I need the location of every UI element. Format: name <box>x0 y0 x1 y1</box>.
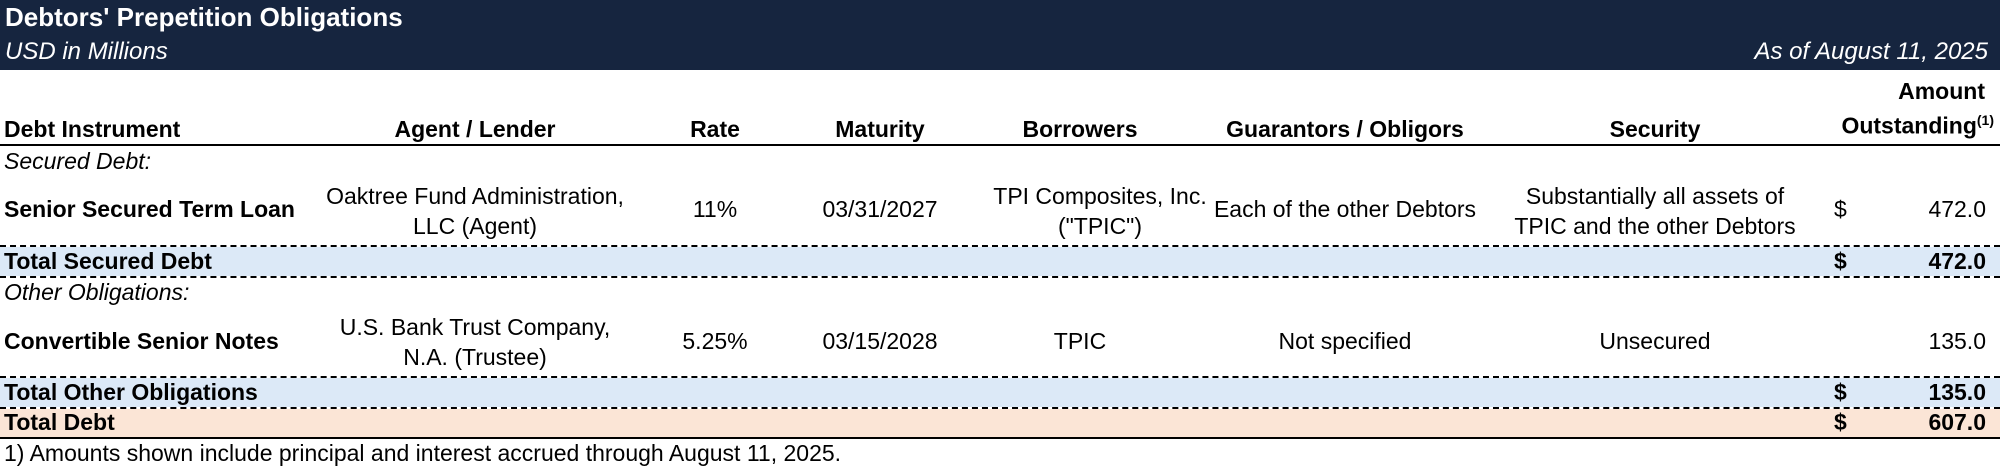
total-other-label: Total Other Obligations <box>4 379 258 405</box>
amount-cell: 135.0 <box>1928 328 1986 354</box>
section-other-label: Other Obligations: <box>4 279 190 305</box>
instrument-cell: Convertible Senior Notes <box>4 328 279 354</box>
currency-symbol: $ <box>1834 409 1847 435</box>
footnote: 1) Amounts shown include principal and interest accrued through August 11, 2025. <box>4 440 842 466</box>
security-cell: Unsecured <box>1599 328 1711 354</box>
total-other-amount: 135.0 <box>1928 379 1986 405</box>
as-of-date: As of August 11, 2025 <box>1754 38 1988 65</box>
borrowers-cell: TPIC <box>1053 328 1107 354</box>
col-header-borrowers: Borrowers <box>1022 116 1138 142</box>
amount-cell: 472.0 <box>1928 196 1986 222</box>
footnote-marker: (1) <box>1976 112 1994 128</box>
maturity-cell: 03/15/2028 <box>822 328 938 354</box>
col-header-amount-line1: Amount <box>1898 78 1985 104</box>
col-header-maturity: Maturity <box>835 116 925 142</box>
currency-symbol: $ <box>1834 196 1847 222</box>
header-rule <box>0 144 2000 146</box>
total-debt-label: Total Debt <box>4 409 115 435</box>
total-debt-amount: 607.0 <box>1928 409 1986 435</box>
title-band <box>0 0 2000 70</box>
maturity-cell: 03/31/2027 <box>822 196 938 222</box>
rate-cell: 5.25% <box>682 328 748 354</box>
total-other-row <box>0 378 2000 407</box>
currency-symbol: $ <box>1834 379 1847 405</box>
table-title: Debtors' Prepetition Obligations <box>5 2 403 32</box>
col-header-rate: Rate <box>690 116 740 142</box>
col-header-instrument: Debt Instrument <box>4 116 181 142</box>
col-header-amount-line2 <box>1754 112 1994 140</box>
total-secured-row <box>0 247 2000 276</box>
total-secured-fill <box>0 247 2000 276</box>
agent-cell: U.S. Bank Trust Company, N.A. (Trustee) <box>339 314 611 370</box>
col-header-agent: Agent / Lender <box>394 116 556 142</box>
guarantors-cell: Each of the other Debtors <box>1213 196 1477 222</box>
rate-cell: 11% <box>692 196 738 222</box>
borrowers-cell: TPI Composites, Inc. ("TPIC") <box>993 183 1207 239</box>
units-subtitle: USD in Millions <box>5 38 168 65</box>
total-debt-row <box>0 409 2000 437</box>
col-header-guarantors: Guarantors / Obligors <box>1226 116 1464 142</box>
col-header-amount-text: Outstanding <box>1841 112 1977 139</box>
total-secured-amount: 472.0 <box>1928 248 1986 274</box>
section-secured-label: Secured Debt: <box>4 148 152 174</box>
bottom-rule <box>0 437 2000 439</box>
currency-symbol: $ <box>1834 248 1847 274</box>
agent-cell: Oaktree Fund Administration, LLC (Agent) <box>326 183 624 239</box>
total-secured-label: Total Secured Debt <box>4 248 212 274</box>
security-cell: Substantially all assets of TPIC and the other Debtors <box>1514 183 1796 239</box>
instrument-cell: Senior Secured Term Loan <box>4 196 295 222</box>
total-other-fill <box>0 378 2000 407</box>
col-header-security: Security <box>1609 116 1701 142</box>
total-debt-fill <box>0 409 2000 437</box>
row-divider <box>0 276 2000 278</box>
guarantors-cell: Not specified <box>1278 328 1412 354</box>
